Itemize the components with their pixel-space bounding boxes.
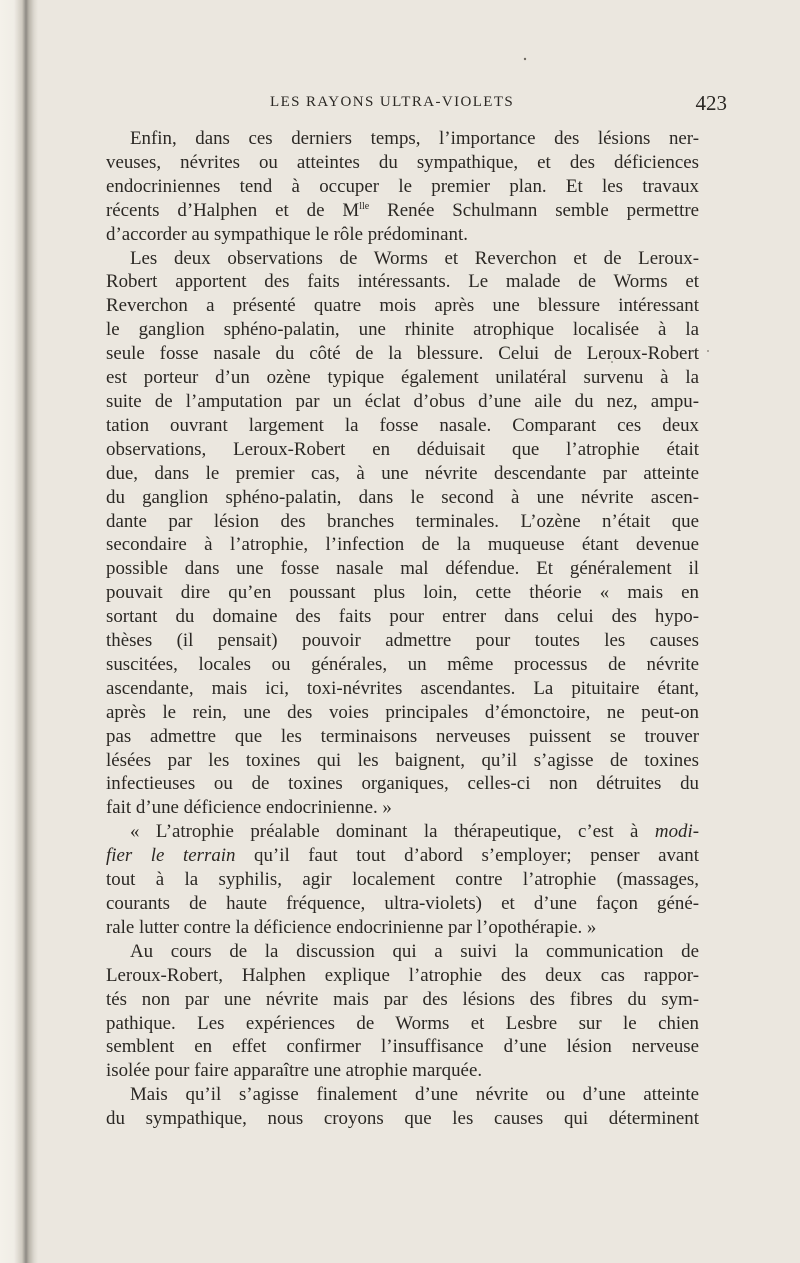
text-fragment: « L’atrophie préalable dominant la thérapeutique, c’est à [130, 821, 655, 843]
text-line: pouvait dire qu’en poussant plus loin, cette théorie « mais en [106, 582, 699, 604]
text-line: le ganglion sphéno-palatin, une rhinite atrophique localisée à la [106, 319, 699, 341]
text-line: dante par lésion des branches terminales. L’ozène n’était que [106, 510, 699, 532]
text-line: infectieuses ou de toxines organiques, celles-ci non détruites du [106, 773, 699, 795]
text-line: Reverchon a présenté quatre mois après une blessure intéressant [106, 295, 699, 317]
text-line: d’accorder au sympathique le rôle prédominant. [106, 223, 468, 245]
text-line: du sympathique, nous croyons que les causes qui déterminent [106, 1108, 699, 1130]
speck [707, 350, 709, 352]
text-line: suscitées, locales ou générales, un même processus de névrite [106, 653, 699, 675]
body-text [106, 127, 699, 1131]
text-line: pas admettre que les terminaisons nerveuses puissent se trouver [106, 725, 699, 747]
text-line: après le rein, une des voies principales d’émonctoire, ne peut-on [106, 701, 699, 723]
text-line: Enfin, dans ces derniers temps, l’importance des lésions ner- [130, 128, 699, 149]
text-line: suite de l’amputation par un éclat d’obus d’une aile du nez, ampu- [106, 390, 699, 412]
text-line: Au cours de la discussion qui a suivi la communication de [130, 940, 699, 962]
italic-fragment: fier le terrain [106, 845, 236, 867]
text-line: tout à la syphilis, agir localement contre l’atrophie (massages, [106, 869, 699, 891]
text-line: endocriniennes tend à occuper le premier plan. Et les travaux [106, 175, 699, 197]
text-line: isolée pour faire apparaître une atrophie marquée. [106, 1060, 483, 1082]
text-fragment: récents d’Halphen et de M [106, 199, 360, 221]
superscript-abbreviation: lle [359, 200, 370, 212]
text-line: observations, Leroux-Robert en déduisait que l’atrophie était [106, 438, 699, 460]
text-line: seule fosse nasale du côté de la blessure. Celui de Leroux-Robert [106, 343, 699, 365]
text-line: Mais qu’il s’agisse finalement d’une névrite ou d’une atteinte [130, 1084, 699, 1106]
text-line: possible dans une fosse nasale mal défendue. Et généralement il [106, 558, 699, 580]
text-line: Robert apportent des faits intéressants. Le malade de Worms et [106, 271, 699, 293]
italic-fragment: modi- [654, 821, 699, 843]
text-fragment: Renée Schulmann semble permettre [369, 199, 699, 221]
text-line: tés non par une névrite mais par des lésions des fibres du sym- [106, 988, 699, 1010]
text-line: fait d’une déficience endocrinienne. » [106, 797, 392, 819]
text-line: due, dans le premier cas, à une névrite descendante par atteinte [106, 462, 699, 484]
text-line [106, 820, 699, 844]
text-line: pathique. Les expériences de Worms et Lesbre sur le chien [106, 1012, 699, 1034]
text-line: du ganglion sphéno-palatin, dans le second à une névrite ascen- [106, 486, 699, 508]
running-title: LES RAYONS ULTRA-VIOLETS [270, 94, 515, 110]
text-line: rale lutter contre la déficience endocrinienne par l’opothérapie. » [106, 916, 597, 938]
text-line [106, 844, 699, 868]
text-line [106, 199, 699, 223]
text-line: lésées par les toxines qui les baignent, qu’il s’agisse de toxines [106, 749, 699, 771]
page-header [270, 91, 727, 116]
page-number: 423 [695, 91, 727, 115]
text-line: est porteur d’un ozène typique également unilatéral survenu à la [106, 367, 699, 389]
speck [524, 58, 526, 60]
text-fragment: qu’il faut tout d’abord s’employer; penser avant [235, 845, 699, 867]
text-line: secondaire à l’atrophie, l’infection de la muqueuse étant devenue [106, 534, 699, 556]
text-line: Les deux observations de Worms et Reverchon et de Leroux- [130, 247, 699, 269]
text-line: tation ouvrant largement la fosse nasale. Comparant ces deux [106, 414, 699, 436]
text-line: thèses (il pensait) pouvoir admettre pour toutes les causes [106, 630, 699, 652]
text-line: Leroux-Robert, Halphen explique l’atrophie des deux cas rappor- [106, 964, 699, 986]
text-line: semblent en effet confirmer l’insuffisance d’une lésion nerveuse [106, 1036, 699, 1058]
text-line: courants de haute fréquence, ultra-violets) et d’une façon géné- [106, 893, 699, 914]
text-line: sortant du domaine des faits pour entrer dans celui des hypo- [106, 606, 699, 628]
text-line: veuses, névrites ou atteintes du sympathique, et des déficiences [106, 151, 699, 173]
text-line: ascendante, mais ici, toxi-névrites ascendantes. La pituitaire étant, [106, 677, 699, 699]
